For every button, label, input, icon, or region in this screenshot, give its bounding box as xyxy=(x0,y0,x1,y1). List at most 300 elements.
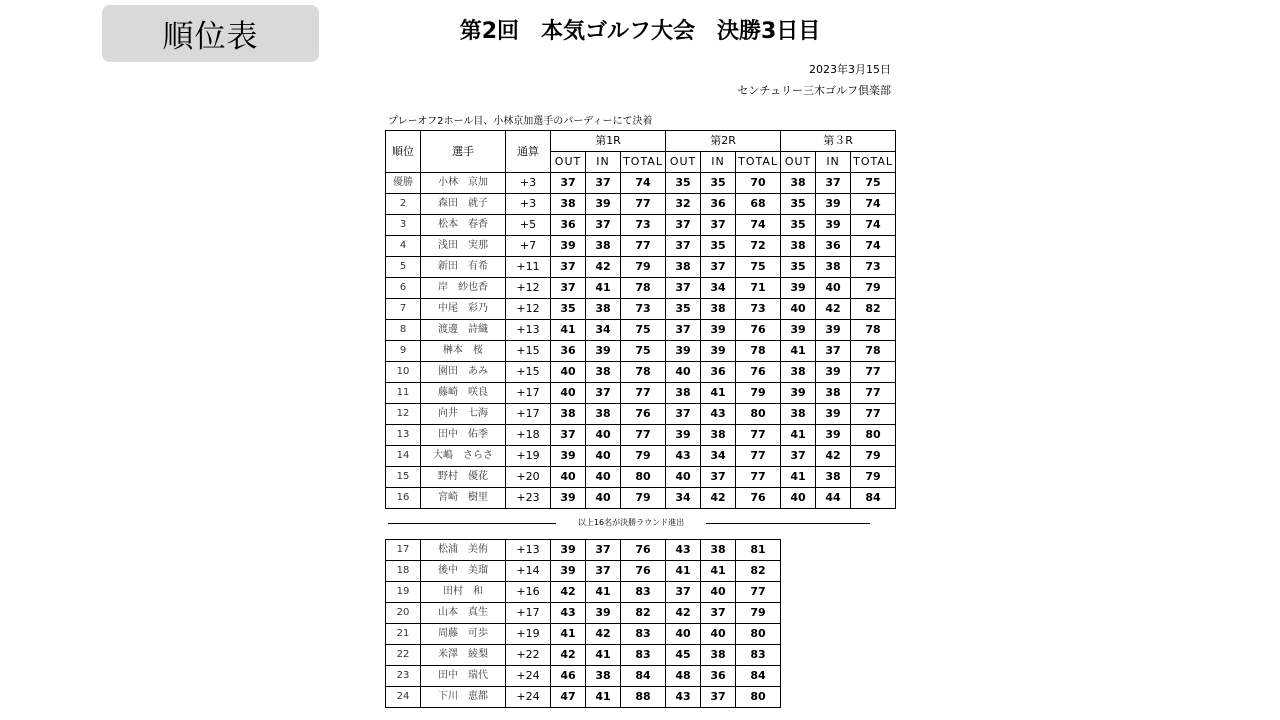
r3-out-cell: 39 xyxy=(781,278,816,299)
player-name-cell: 渡邊 詩織 xyxy=(421,320,506,341)
r3-out-cell: 38 xyxy=(781,173,816,194)
page-title: 第2回 本気ゴルフ大会 決勝3日目 xyxy=(459,19,821,44)
player-name-cell: 田村 和 xyxy=(421,582,506,603)
rank-cell: 10 xyxy=(386,362,421,383)
r3-total-cell: 79 xyxy=(851,278,896,299)
r3-in-cell: 39 xyxy=(816,215,851,236)
table-row xyxy=(386,540,781,561)
r1-in-cell: 38 xyxy=(586,666,621,687)
r2-out-cell: 42 xyxy=(666,603,701,624)
r2-in-cell: 34 xyxy=(701,278,736,299)
total-score-cell: +11 xyxy=(506,257,551,278)
r1-in-cell: 34 xyxy=(586,320,621,341)
r3-in-cell: 37 xyxy=(816,173,851,194)
r1-out-cell: 39 xyxy=(551,561,586,582)
table-row xyxy=(386,320,896,341)
header-r1-out: OUT xyxy=(551,152,586,173)
player-name-cell: 大嶋 さらさ xyxy=(421,446,506,467)
table-row xyxy=(386,666,781,687)
r2-in-cell: 37 xyxy=(701,603,736,624)
r1-total-cell: 76 xyxy=(621,404,666,425)
r1-in-cell: 38 xyxy=(586,362,621,383)
table-row xyxy=(386,299,896,320)
separator-line-left xyxy=(388,523,556,524)
r1-out-cell: 40 xyxy=(551,467,586,488)
total-score-cell: +7 xyxy=(506,236,551,257)
r2-in-cell: 41 xyxy=(701,383,736,404)
r1-in-cell: 38 xyxy=(586,404,621,425)
table-row xyxy=(386,467,896,488)
player-name-cell: 小林 京加 xyxy=(421,173,506,194)
header-round-1: 第1R xyxy=(551,131,666,152)
r2-out-cell: 39 xyxy=(666,341,701,362)
r2-total-cell: 79 xyxy=(736,603,781,624)
r1-total-cell: 77 xyxy=(621,236,666,257)
header-rank: 順位 xyxy=(386,131,421,173)
rank-cell: 優勝 xyxy=(386,173,421,194)
r1-in-cell: 37 xyxy=(586,215,621,236)
r1-total-cell: 75 xyxy=(621,320,666,341)
r1-out-cell: 47 xyxy=(551,687,586,708)
r2-total-cell: 70 xyxy=(736,173,781,194)
r2-total-cell: 80 xyxy=(736,624,781,645)
r1-out-cell: 39 xyxy=(551,446,586,467)
rank-cell: 16 xyxy=(386,488,421,509)
r1-out-cell: 39 xyxy=(551,488,586,509)
total-score-cell: +17 xyxy=(506,383,551,404)
r1-in-cell: 41 xyxy=(586,645,621,666)
total-score-cell: +23 xyxy=(506,488,551,509)
r3-total-cell: 80 xyxy=(851,425,896,446)
r3-out-cell: 37 xyxy=(781,446,816,467)
r3-in-cell: 40 xyxy=(816,278,851,299)
r1-in-cell: 37 xyxy=(586,540,621,561)
total-score-cell: +22 xyxy=(506,645,551,666)
r2-in-cell: 38 xyxy=(701,540,736,561)
r1-out-cell: 37 xyxy=(551,278,586,299)
player-name-cell: 下川 恵都 xyxy=(421,687,506,708)
r3-in-cell: 38 xyxy=(816,383,851,404)
r3-out-cell: 35 xyxy=(781,194,816,215)
rank-cell: 9 xyxy=(386,341,421,362)
r3-in-cell: 39 xyxy=(816,404,851,425)
r1-total-cell: 79 xyxy=(621,446,666,467)
r2-in-cell: 36 xyxy=(701,362,736,383)
r3-in-cell: 38 xyxy=(816,467,851,488)
r3-out-cell: 39 xyxy=(781,320,816,341)
r2-total-cell: 79 xyxy=(736,383,781,404)
r3-in-cell: 39 xyxy=(816,362,851,383)
r2-total-cell: 77 xyxy=(736,425,781,446)
r1-out-cell: 38 xyxy=(551,404,586,425)
rank-cell: 20 xyxy=(386,603,421,624)
r1-out-cell: 40 xyxy=(551,362,586,383)
r2-total-cell: 84 xyxy=(736,666,781,687)
r2-in-cell: 37 xyxy=(701,467,736,488)
r1-in-cell: 39 xyxy=(586,341,621,362)
r2-total-cell: 80 xyxy=(736,687,781,708)
r3-in-cell: 38 xyxy=(816,257,851,278)
r1-in-cell: 41 xyxy=(586,687,621,708)
player-name-cell: 松本 春香 xyxy=(421,215,506,236)
r2-total-cell: 73 xyxy=(736,299,781,320)
r2-total-cell: 83 xyxy=(736,645,781,666)
r1-total-cell: 83 xyxy=(621,645,666,666)
r1-in-cell: 37 xyxy=(586,383,621,404)
r1-in-cell: 42 xyxy=(586,257,621,278)
r3-out-cell: 38 xyxy=(781,362,816,383)
r2-out-cell: 37 xyxy=(666,404,701,425)
r1-out-cell: 37 xyxy=(551,425,586,446)
r1-in-cell: 40 xyxy=(586,425,621,446)
r1-in-cell: 40 xyxy=(586,446,621,467)
separator-label: 以上16名が決勝ラウンド進出 xyxy=(577,518,685,527)
player-name-cell: 松浦 美侑 xyxy=(421,540,506,561)
r2-total-cell: 76 xyxy=(736,488,781,509)
r2-in-cell: 38 xyxy=(701,299,736,320)
r3-in-cell: 42 xyxy=(816,299,851,320)
r3-in-cell: 39 xyxy=(816,425,851,446)
table-row xyxy=(386,488,896,509)
header-player: 選手 xyxy=(421,131,506,173)
r2-total-cell: 80 xyxy=(736,404,781,425)
r1-in-cell: 39 xyxy=(586,603,621,624)
table-row xyxy=(386,425,896,446)
r1-in-cell: 42 xyxy=(586,624,621,645)
total-score-cell: +24 xyxy=(506,687,551,708)
r3-total-cell: 77 xyxy=(851,383,896,404)
separator-line-right xyxy=(706,523,870,524)
r2-in-cell: 37 xyxy=(701,215,736,236)
r2-out-cell: 48 xyxy=(666,666,701,687)
header-r2-total: TOTAL xyxy=(736,152,781,173)
r2-out-cell: 40 xyxy=(666,467,701,488)
r3-out-cell: 38 xyxy=(781,404,816,425)
header-r1-in: IN xyxy=(586,152,621,173)
r2-out-cell: 38 xyxy=(666,257,701,278)
total-score-cell: +15 xyxy=(506,341,551,362)
r2-total-cell: 74 xyxy=(736,215,781,236)
player-name-cell: 山本 真生 xyxy=(421,603,506,624)
table-row xyxy=(386,215,896,236)
rank-cell: 12 xyxy=(386,404,421,425)
table-row xyxy=(386,561,781,582)
r2-total-cell: 68 xyxy=(736,194,781,215)
r2-total-cell: 81 xyxy=(736,540,781,561)
rank-cell: 13 xyxy=(386,425,421,446)
table-row xyxy=(386,645,781,666)
total-score-cell: +20 xyxy=(506,467,551,488)
total-score-cell: +13 xyxy=(506,320,551,341)
r1-out-cell: 38 xyxy=(551,194,586,215)
r1-in-cell: 40 xyxy=(586,467,621,488)
r2-in-cell: 40 xyxy=(701,582,736,603)
r3-total-cell: 74 xyxy=(851,194,896,215)
r3-in-cell: 42 xyxy=(816,446,851,467)
rank-cell: 11 xyxy=(386,383,421,404)
total-score-cell: +16 xyxy=(506,582,551,603)
r1-out-cell: 36 xyxy=(551,215,586,236)
r3-total-cell: 77 xyxy=(851,404,896,425)
r2-in-cell: 39 xyxy=(701,320,736,341)
r1-out-cell: 42 xyxy=(551,582,586,603)
total-score-cell: +3 xyxy=(506,173,551,194)
total-score-cell: +14 xyxy=(506,561,551,582)
rank-cell: 23 xyxy=(386,666,421,687)
player-name-cell: 野村 優花 xyxy=(421,467,506,488)
r3-total-cell: 82 xyxy=(851,299,896,320)
r1-in-cell: 37 xyxy=(586,173,621,194)
r1-total-cell: 78 xyxy=(621,362,666,383)
r3-total-cell: 78 xyxy=(851,341,896,362)
r2-out-cell: 43 xyxy=(666,540,701,561)
r1-out-cell: 39 xyxy=(551,236,586,257)
r1-total-cell: 79 xyxy=(621,257,666,278)
r1-total-cell: 73 xyxy=(621,215,666,236)
r1-total-cell: 76 xyxy=(621,540,666,561)
r2-total-cell: 77 xyxy=(736,446,781,467)
r2-in-cell: 34 xyxy=(701,446,736,467)
player-name-cell: 藤崎 咲良 xyxy=(421,383,506,404)
r1-total-cell: 84 xyxy=(621,666,666,687)
r2-in-cell: 41 xyxy=(701,561,736,582)
table-row xyxy=(386,194,896,215)
r3-out-cell: 40 xyxy=(781,488,816,509)
r3-out-cell: 40 xyxy=(781,299,816,320)
r2-out-cell: 40 xyxy=(666,624,701,645)
r2-total-cell: 71 xyxy=(736,278,781,299)
r3-out-cell: 41 xyxy=(781,467,816,488)
rank-cell: 4 xyxy=(386,236,421,257)
r2-total-cell: 76 xyxy=(736,320,781,341)
r2-out-cell: 39 xyxy=(666,425,701,446)
r1-total-cell: 80 xyxy=(621,467,666,488)
r1-out-cell: 43 xyxy=(551,603,586,624)
r1-out-cell: 35 xyxy=(551,299,586,320)
player-name-cell: 中尾 彩乃 xyxy=(421,299,506,320)
header-r3-out: OUT xyxy=(781,152,816,173)
total-score-cell: +18 xyxy=(506,425,551,446)
table-row xyxy=(386,446,896,467)
r1-total-cell: 77 xyxy=(621,383,666,404)
r1-out-cell: 36 xyxy=(551,341,586,362)
r2-out-cell: 37 xyxy=(666,320,701,341)
r1-total-cell: 76 xyxy=(621,561,666,582)
header-round-3: 第３R xyxy=(781,131,896,152)
table-row xyxy=(386,624,781,645)
total-score-cell: +17 xyxy=(506,404,551,425)
r3-in-cell: 39 xyxy=(816,320,851,341)
r1-out-cell: 37 xyxy=(551,257,586,278)
rank-cell: 15 xyxy=(386,467,421,488)
total-score-cell: +13 xyxy=(506,540,551,561)
r1-total-cell: 82 xyxy=(621,603,666,624)
r2-out-cell: 40 xyxy=(666,362,701,383)
r1-out-cell: 37 xyxy=(551,173,586,194)
r3-in-cell: 44 xyxy=(816,488,851,509)
club-name: センチュリー三木ゴルフ倶楽部 xyxy=(737,84,891,97)
player-name-cell: 榊本 桜 xyxy=(421,341,506,362)
table-row xyxy=(386,404,896,425)
r3-total-cell: 74 xyxy=(851,236,896,257)
r2-out-cell: 32 xyxy=(666,194,701,215)
rank-cell: 22 xyxy=(386,645,421,666)
r1-out-cell: 42 xyxy=(551,645,586,666)
r1-out-cell: 41 xyxy=(551,320,586,341)
total-score-cell: +5 xyxy=(506,215,551,236)
r2-in-cell: 38 xyxy=(701,425,736,446)
total-score-cell: +15 xyxy=(506,362,551,383)
header-r3-in: IN xyxy=(816,152,851,173)
r1-total-cell: 75 xyxy=(621,341,666,362)
header-r1-total: TOTAL xyxy=(621,152,666,173)
header-total: 通算 xyxy=(506,131,551,173)
r2-out-cell: 37 xyxy=(666,215,701,236)
r3-in-cell: 36 xyxy=(816,236,851,257)
table-row xyxy=(386,383,896,404)
r3-total-cell: 79 xyxy=(851,467,896,488)
player-name-cell: 田中 瑞代 xyxy=(421,666,506,687)
r2-total-cell: 76 xyxy=(736,362,781,383)
rank-cell: 24 xyxy=(386,687,421,708)
r1-total-cell: 74 xyxy=(621,173,666,194)
r3-total-cell: 78 xyxy=(851,320,896,341)
player-name-cell: 周藤 可歩 xyxy=(421,624,506,645)
header-round-2: 第2R xyxy=(666,131,781,152)
table-row xyxy=(386,582,781,603)
total-score-cell: +24 xyxy=(506,666,551,687)
playoff-note: プレーオフ2ホール目、小林京加選手のパーディーにて決着 xyxy=(388,116,653,127)
r3-in-cell: 39 xyxy=(816,194,851,215)
r2-total-cell: 77 xyxy=(736,582,781,603)
rank-cell: 18 xyxy=(386,561,421,582)
r2-out-cell: 35 xyxy=(666,299,701,320)
r2-out-cell: 34 xyxy=(666,488,701,509)
r2-out-cell: 37 xyxy=(666,278,701,299)
player-name-cell: 岸 紗也香 xyxy=(421,278,506,299)
r1-out-cell: 40 xyxy=(551,383,586,404)
r2-in-cell: 42 xyxy=(701,488,736,509)
r1-total-cell: 79 xyxy=(621,488,666,509)
r3-total-cell: 74 xyxy=(851,215,896,236)
r2-out-cell: 43 xyxy=(666,446,701,467)
total-score-cell: +17 xyxy=(506,603,551,624)
player-name-cell: 園田 あみ xyxy=(421,362,506,383)
player-name-cell: 浅田 実那 xyxy=(421,236,506,257)
r1-total-cell: 78 xyxy=(621,278,666,299)
r2-out-cell: 37 xyxy=(666,582,701,603)
player-name-cell: 森田 就子 xyxy=(421,194,506,215)
r1-total-cell: 77 xyxy=(621,194,666,215)
r2-in-cell: 40 xyxy=(701,624,736,645)
rank-cell: 6 xyxy=(386,278,421,299)
total-score-cell: +3 xyxy=(506,194,551,215)
player-name-cell: 後中 美瑠 xyxy=(421,561,506,582)
r2-total-cell: 75 xyxy=(736,257,781,278)
total-score-cell: +19 xyxy=(506,624,551,645)
r1-total-cell: 88 xyxy=(621,687,666,708)
rank-cell: 2 xyxy=(386,194,421,215)
r3-out-cell: 41 xyxy=(781,425,816,446)
r1-in-cell: 41 xyxy=(586,582,621,603)
r1-total-cell: 73 xyxy=(621,299,666,320)
rank-cell: 8 xyxy=(386,320,421,341)
event-date: 2023年3月15日 xyxy=(809,63,891,76)
r1-in-cell: 39 xyxy=(586,194,621,215)
r2-in-cell: 37 xyxy=(701,257,736,278)
rank-cell: 7 xyxy=(386,299,421,320)
table-row xyxy=(386,278,896,299)
r2-out-cell: 43 xyxy=(666,687,701,708)
table-row xyxy=(386,341,896,362)
rank-cell: 21 xyxy=(386,624,421,645)
r1-out-cell: 41 xyxy=(551,624,586,645)
r1-out-cell: 46 xyxy=(551,666,586,687)
total-score-cell: +12 xyxy=(506,299,551,320)
total-score-cell: +19 xyxy=(506,446,551,467)
table-row xyxy=(386,687,781,708)
r2-total-cell: 72 xyxy=(736,236,781,257)
page-badge: 順位表 xyxy=(102,5,319,62)
r1-in-cell: 38 xyxy=(586,299,621,320)
table-row xyxy=(386,173,896,194)
r1-in-cell: 37 xyxy=(586,561,621,582)
r1-total-cell: 83 xyxy=(621,582,666,603)
r2-in-cell: 36 xyxy=(701,194,736,215)
r2-in-cell: 39 xyxy=(701,341,736,362)
r2-in-cell: 37 xyxy=(701,687,736,708)
r1-out-cell: 39 xyxy=(551,540,586,561)
table-row xyxy=(386,236,896,257)
rank-cell: 3 xyxy=(386,215,421,236)
r2-total-cell: 77 xyxy=(736,467,781,488)
r1-in-cell: 38 xyxy=(586,236,621,257)
table-row xyxy=(386,362,896,383)
r3-total-cell: 84 xyxy=(851,488,896,509)
r3-in-cell: 37 xyxy=(816,341,851,362)
r3-out-cell: 38 xyxy=(781,236,816,257)
non-qualifier-table xyxy=(385,539,781,708)
r1-total-cell: 83 xyxy=(621,624,666,645)
r3-total-cell: 79 xyxy=(851,446,896,467)
r3-out-cell: 39 xyxy=(781,383,816,404)
r3-out-cell: 41 xyxy=(781,341,816,362)
rank-cell: 5 xyxy=(386,257,421,278)
rank-cell: 14 xyxy=(386,446,421,467)
r2-in-cell: 43 xyxy=(701,404,736,425)
r2-in-cell: 35 xyxy=(701,236,736,257)
r3-total-cell: 75 xyxy=(851,173,896,194)
r2-out-cell: 35 xyxy=(666,173,701,194)
r1-total-cell: 77 xyxy=(621,425,666,446)
player-name-cell: 宮崎 樹里 xyxy=(421,488,506,509)
r2-in-cell: 36 xyxy=(701,666,736,687)
r2-out-cell: 37 xyxy=(666,236,701,257)
r3-total-cell: 77 xyxy=(851,362,896,383)
r3-total-cell: 73 xyxy=(851,257,896,278)
r1-in-cell: 40 xyxy=(586,488,621,509)
r2-out-cell: 45 xyxy=(666,645,701,666)
standings-table xyxy=(385,130,896,509)
player-name-cell: 向井 七海 xyxy=(421,404,506,425)
total-score-cell: +12 xyxy=(506,278,551,299)
player-name-cell: 新田 有希 xyxy=(421,257,506,278)
r2-total-cell: 82 xyxy=(736,561,781,582)
header-r2-in: IN xyxy=(701,152,736,173)
r2-in-cell: 38 xyxy=(701,645,736,666)
r3-out-cell: 35 xyxy=(781,257,816,278)
r2-out-cell: 38 xyxy=(666,383,701,404)
